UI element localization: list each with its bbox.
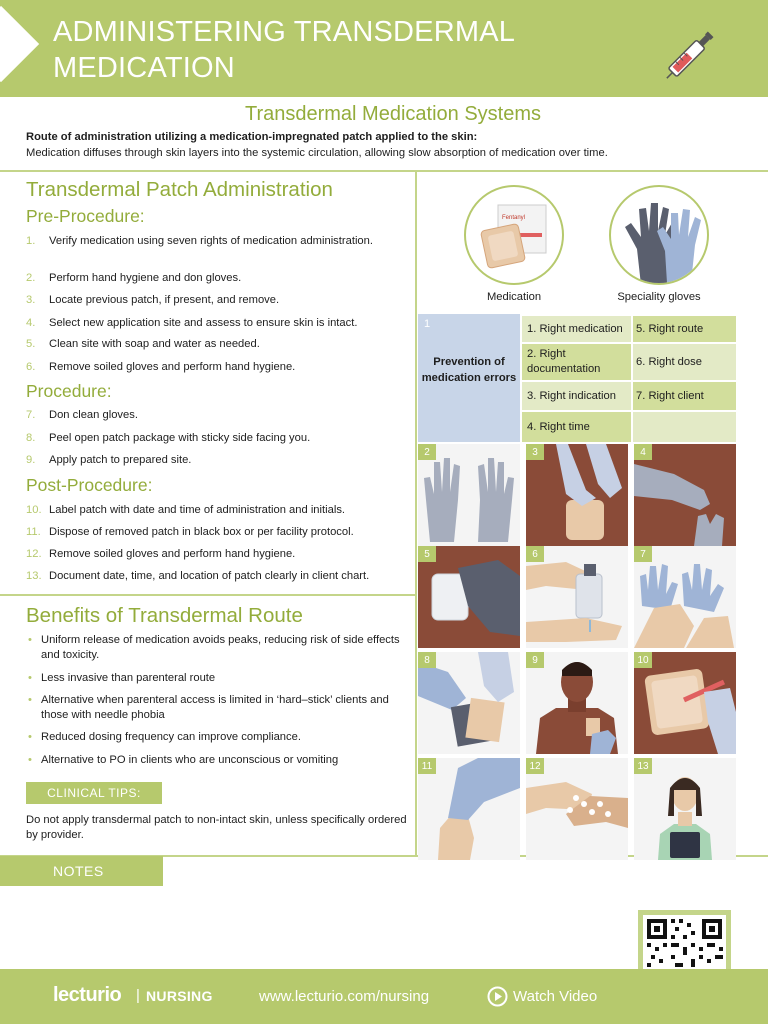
page-header	[0, 0, 768, 97]
step-tile-remove-patch	[526, 444, 628, 546]
list-item: • Uniform release of medication avoids peaks, reducing risk of side effects and toxicity.	[28, 634, 400, 661]
step-tile-hand-hygiene	[418, 444, 520, 546]
list-item: 6. Remove soiled gloves and perform hand hygiene.	[26, 361, 296, 373]
list-item: • Reduced dosing frequency can improve compliance.	[28, 731, 301, 743]
step-number: 7	[634, 546, 652, 562]
rights-title-cell	[418, 314, 520, 442]
list-item: • Alternative when parenteral access is limited in ‘hard–stick’ clients and those with needle phobia	[28, 694, 389, 721]
right-item: 4. Right time	[522, 412, 631, 442]
right-item: 2. Right documentation	[522, 344, 631, 380]
website-link[interactable]: www.lecturio.com/nursing	[259, 988, 430, 1005]
list-item: 10. Label patch with date and time of administration and initials.	[26, 504, 346, 516]
step-tile-clean-site	[418, 546, 520, 648]
step-tile-document	[634, 758, 736, 860]
intro-description: Medication diffuses through skin layers into the systemic circulation, allowing slow absorption of medication over time.	[26, 147, 608, 159]
svg-text:Fentanyl: Fentanyl	[502, 215, 526, 221]
step-number: 2	[418, 444, 436, 460]
syringe-icon	[656, 16, 730, 88]
page-title: ADMINISTERING TRANSDERMAL MEDICATION	[53, 16, 514, 84]
step-number: 10	[634, 652, 652, 668]
step-tile-assess-skin	[634, 444, 736, 546]
intro-definition: Route of administration utilizing a medication-impregnated patch applied to the skin:	[26, 131, 478, 143]
list-item: 8. Peel open patch package with sticky side facing you.	[26, 432, 311, 444]
medication-figure	[464, 185, 564, 285]
step-number: 3	[526, 444, 544, 460]
benefits-title: Benefits of Transdermal Route	[26, 604, 303, 627]
step-tile-peel-patch	[418, 652, 520, 754]
list-item: • Less invasive than parenteral route	[28, 672, 216, 684]
administration-title: Transdermal Patch Administration	[26, 178, 333, 201]
right-item: 7. Right client	[633, 382, 736, 410]
gloves-figure	[609, 185, 709, 285]
step-number: 12	[526, 758, 544, 774]
procedure-title: Procedure:	[26, 381, 112, 401]
step-tile-wash-hands	[526, 758, 628, 860]
step-number: 13	[634, 758, 652, 774]
right-item: 6. Right dose	[633, 344, 736, 380]
list-item: 5. Clean site with soap and water as needed.	[26, 338, 260, 350]
list-item: 9. Apply patch to prepared site.	[26, 454, 192, 466]
divider	[0, 594, 416, 596]
brand-separator: |	[136, 987, 140, 1004]
list-item: 12. Remove soiled gloves and perform hand hygiene.	[26, 548, 296, 560]
rights-title: Prevention of medication errors	[421, 356, 517, 384]
step-number: 6	[526, 546, 544, 562]
watch-video-link[interactable]: Watch Video	[513, 988, 598, 1005]
step-number: 5	[418, 546, 436, 562]
step-number: 11	[418, 758, 436, 774]
program-label: NURSING	[146, 988, 213, 1004]
step-number: 4	[634, 444, 652, 460]
list-item: 2. Perform hand hygiene and don gloves.	[26, 272, 242, 284]
divider	[415, 170, 417, 856]
step-tile-apply-patch	[526, 652, 628, 754]
gloves-icon	[611, 187, 709, 285]
list-item: 3. Locate previous patch, if present, and remove.	[26, 294, 280, 306]
step-tile-label-patch	[634, 652, 736, 754]
step-number: 1	[424, 318, 431, 330]
post-procedure-title: Post-Procedure:	[26, 475, 153, 495]
list-item: 7. Don clean gloves.	[26, 409, 138, 421]
step-tile-remove-gloves	[526, 546, 628, 648]
page-footer	[0, 969, 768, 1024]
intro-title: Transdermal Medication Systems	[244, 103, 542, 125]
gloves-label: Speciality gloves	[617, 291, 701, 303]
play-icon[interactable]	[487, 986, 508, 1007]
step-tile-dispose-patch	[418, 758, 520, 860]
right-item: 3. Right indication	[522, 382, 631, 410]
right-item: 1. Right medication	[522, 316, 631, 342]
list-item: • Alternative to PO in clients who are unconscious or vomiting	[28, 754, 339, 766]
list-item: 4. Select new application site and assess to ensure skin is intact.	[26, 317, 358, 329]
clinical-tips-label: CLINICAL TIPS:	[26, 782, 162, 804]
step-number: 9	[526, 652, 544, 668]
list-item: 13. Document date, time, and location of patch clearly in client chart.	[26, 570, 370, 582]
notes-label: NOTES	[0, 856, 163, 886]
step-tile-don-gloves	[634, 546, 736, 648]
clinical-tips-text: Do not apply transdermal patch to non-intact skin, unless specifically ordered by provider.	[26, 814, 407, 841]
list-item: 11. Dispose of removed patch in black box or per facility protocol.	[26, 526, 354, 538]
right-item: 5. Right route	[633, 316, 736, 342]
patch-package-icon	[466, 187, 564, 285]
header-chevron	[0, 6, 39, 82]
medication-label: Medication	[486, 291, 542, 303]
right-item-empty	[633, 412, 736, 442]
brand-logo[interactable]: lecturio	[53, 984, 122, 1006]
pre-procedure-title: Pre-Procedure:	[26, 206, 145, 226]
step-number: 8	[418, 652, 436, 668]
list-item: 1. Verify medication using seven rights of medication administration.	[26, 235, 373, 247]
divider	[0, 170, 768, 172]
